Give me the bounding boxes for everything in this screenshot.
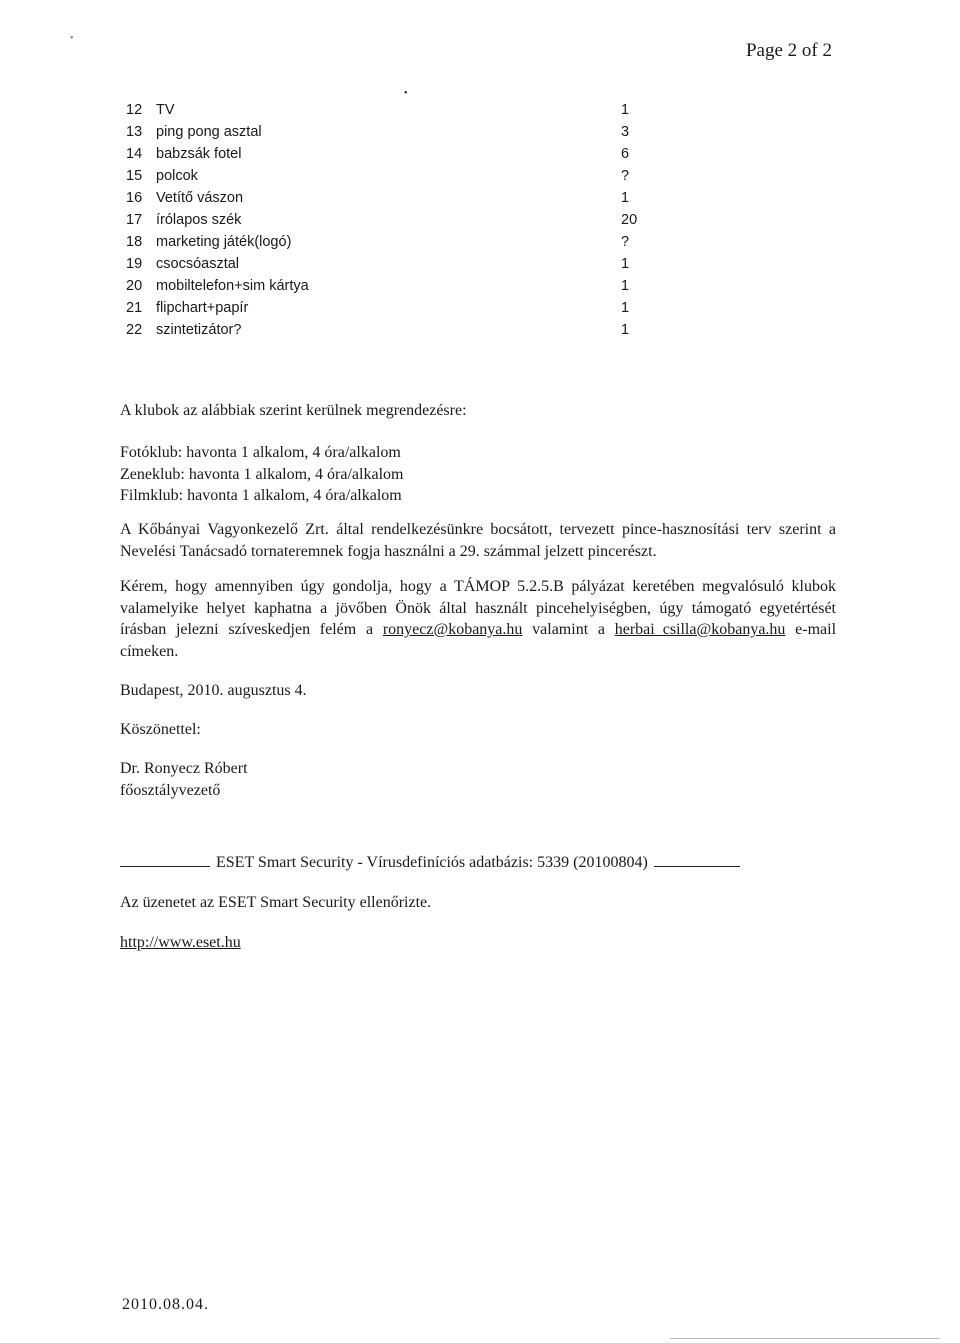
clubs-intro: A klubok az alábbiak szerint kerülnek megrendezésre:: [120, 402, 467, 419]
item-number: 18: [126, 234, 143, 250]
list-item: [126, 143, 646, 165]
club-item: Zeneklub: havonta 1 alkalom, 4 óra/alkalom: [120, 465, 404, 483]
item-quantity: ?: [621, 234, 630, 250]
page-number: Page 2 of 2: [745, 40, 832, 61]
item-name: polcok: [156, 168, 198, 184]
club-item: Fotóklub: havonta 1 alkalom, 4 óra/alkalom: [120, 444, 401, 461]
eset-line: ESET Smart Security - Vírusdefiníciós adatbázis: 5339 (20100804): [216, 854, 648, 871]
list-item: [126, 209, 646, 231]
eset-banner: [120, 852, 836, 874]
signature-block: [120, 758, 836, 801]
item-quantity: 1: [621, 278, 630, 294]
item-number: 21: [126, 300, 143, 316]
list-item: [126, 297, 646, 319]
item-name: mobiltelefon+sim kártya: [156, 278, 309, 294]
list-item: [126, 319, 646, 341]
signer-name: Dr. Ronyecz Róbert: [120, 760, 248, 777]
email-link-ronyecz[interactable]: ronyecz@kobanya.hu: [382, 621, 523, 638]
item-quantity: 6: [621, 146, 630, 162]
item-name: babzsák fotel: [156, 146, 242, 162]
email-link-herbai[interactable]: herbai_csilla@kobanya.hu: [614, 621, 786, 638]
paragraph-cellar-plan: A Kőbányai Vagyonkezelő Zrt. által rendelkezésünkre bocsátott, tervezett pince-hasznosítási terv szerint a Nevelési Tanácsadó tornateremnek fogja használni a 29. számmal jelzett pincerészt.: [120, 521, 836, 560]
item-list: [126, 99, 646, 341]
list-item: [126, 99, 646, 121]
request-end: e-mail címeken.: [120, 621, 837, 660]
place-date: Budapest, 2010. augusztus 4.: [120, 682, 307, 699]
item-quantity: 1: [621, 190, 630, 206]
closing: Köszönettel:: [120, 721, 201, 738]
item-quantity: 1: [621, 300, 630, 316]
eset-link[interactable]: http://www.eset.hu: [120, 934, 241, 951]
list-item: [126, 121, 646, 143]
item-number: 12: [126, 102, 143, 118]
item-name: csocsóasztal: [156, 256, 240, 272]
list-item: [126, 231, 646, 253]
item-name: flipchart+papír: [156, 300, 249, 316]
request-mid: valamint a: [532, 621, 605, 638]
item-quantity: 1: [621, 102, 630, 118]
item-name: szintetizátor?: [156, 322, 242, 338]
item-quantity: 1: [621, 322, 630, 338]
club-item: Filmklub: havonta 1 alkalom, 4 óra/alkalom: [120, 487, 402, 504]
item-quantity: 20: [621, 212, 638, 228]
eset-checked: Az üzenetet az ESET Smart Security ellenőrizte.: [120, 894, 432, 911]
signer-title: főosztályvezető: [120, 781, 221, 799]
item-number: 17: [126, 212, 143, 228]
item-name: ping pong asztal: [156, 124, 262, 140]
divider: [654, 852, 740, 867]
club-list: [120, 442, 836, 507]
item-number: 19: [126, 256, 143, 272]
item-name: TV: [156, 102, 175, 118]
letter-body: [120, 400, 836, 422]
item-name: marketing játék(logó): [156, 234, 292, 250]
item-number: 16: [126, 190, 143, 206]
scan-line: [670, 1338, 940, 1339]
item-number: 14: [126, 146, 143, 162]
list-item: [126, 253, 646, 275]
item-number: 13: [126, 124, 143, 140]
paragraph-request: [120, 576, 836, 662]
list-item: [126, 187, 646, 209]
divider: [120, 852, 210, 867]
item-quantity: 1: [621, 256, 630, 272]
request-text: Kérem, hogy amennyiben úgy gondolja, hogy a TÁMOP 5.2.5.B pályázat keretében megvalósuló klubok valamelyike helyet kaphatna a jövőben Önök által használt pincehelyiségben, úgy támogató egyetértését írásban jelezni szíveskedjen felém a: [120, 578, 836, 638]
scan-mark: •: [70, 33, 74, 44]
item-number: 20: [126, 278, 143, 294]
item-number: 15: [126, 168, 143, 184]
item-quantity: ?: [621, 168, 630, 184]
item-quantity: 3: [621, 124, 630, 140]
item-name: írólapos szék: [156, 212, 242, 228]
item-number: 22: [126, 322, 143, 338]
print-date: 2010.08.04.: [122, 1296, 209, 1313]
item-name: Vetítő vászon: [156, 190, 244, 206]
scan-mark: •: [404, 88, 408, 99]
list-item: [126, 165, 646, 187]
eset-url-wrap: [120, 932, 836, 954]
list-item: [126, 275, 646, 297]
